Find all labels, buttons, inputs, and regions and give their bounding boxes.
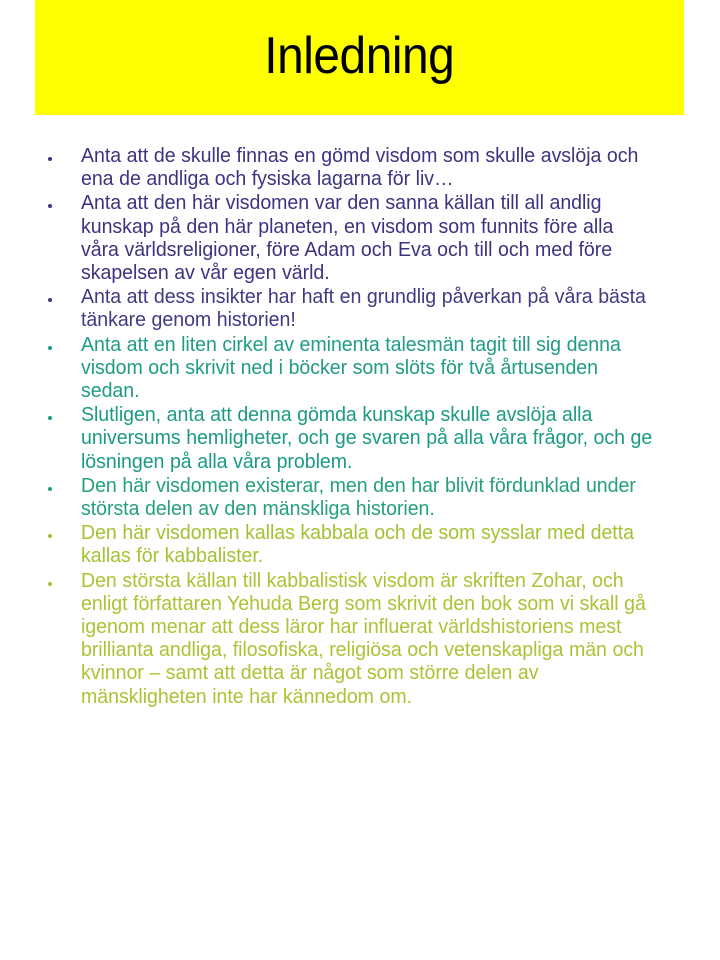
list-item xyxy=(0,285,720,331)
list-item-text: Anta att dess insikter har haft en grundlig påverkan på våra bästa tänkare genom historien! xyxy=(81,285,646,332)
list-item-text: Den största källan till kabbalistisk visdom är skriften Zohar, och enligt författaren Yehuda Berg som skrivit den bok som vi skall gå igenom menar att dess läror har influerat världshistoriens mest brillianta andliga, filosofiska, religiösa och vetenskapliga män och kvinnor – samt att detta är något som större delen av mänskligheten inte har kännedom om. xyxy=(81,568,646,708)
bullet-dot-icon xyxy=(46,144,81,167)
bullet-dot-icon xyxy=(46,333,81,356)
bullet-dot-icon xyxy=(46,285,81,308)
list-item-text: Anta att den här visdomen var den sanna källan till all andlig kunskap på den här planeten, en visdom som funnits före alla våra världsreligioner, före Adam och Eva och till och med före skapelsen av vår egen värld. xyxy=(81,191,614,285)
bullet-dot-icon xyxy=(46,403,81,426)
list-item-text: Den här visdomen kallas kabbala och de som sysslar med detta kallas för kabbalister. xyxy=(81,521,634,568)
list-item xyxy=(0,569,720,708)
bullet-dot-icon xyxy=(46,191,81,214)
list-item xyxy=(0,144,720,190)
list-item xyxy=(0,191,720,284)
bullet-dot-icon xyxy=(46,521,81,544)
bullet-dot-icon xyxy=(46,569,81,592)
slide-body-bullet-list xyxy=(0,144,720,709)
list-item xyxy=(0,403,720,473)
list-item xyxy=(0,521,720,567)
bullet-dot-icon xyxy=(46,474,81,497)
list-item xyxy=(0,333,720,403)
list-item-text: Den här visdomen existerar, men den har blivit fördunklad under största delen av den mänskliga historien. xyxy=(81,473,636,521)
list-item-text: Anta att en liten cirkel av eminenta talesmän tagit till sig denna visdom och skrivit ned i böcker som slöts för två årtusenden sedan. xyxy=(81,332,621,403)
list-item-text: Anta att de skulle finnas en gömd visdom som skulle avslöja och ena de andliga och fysiska lagarna för liv… xyxy=(81,144,639,191)
list-item-text: Slutligen, anta att denna gömda kunskap skulle avslöja alla universums hemligheter, och ge svaren på alla våra frågor, och ge lösningen på alla våra problem. xyxy=(81,403,653,473)
page-title: Inledning xyxy=(264,26,455,85)
list-item xyxy=(0,474,720,520)
slide-title-banner xyxy=(35,0,684,115)
